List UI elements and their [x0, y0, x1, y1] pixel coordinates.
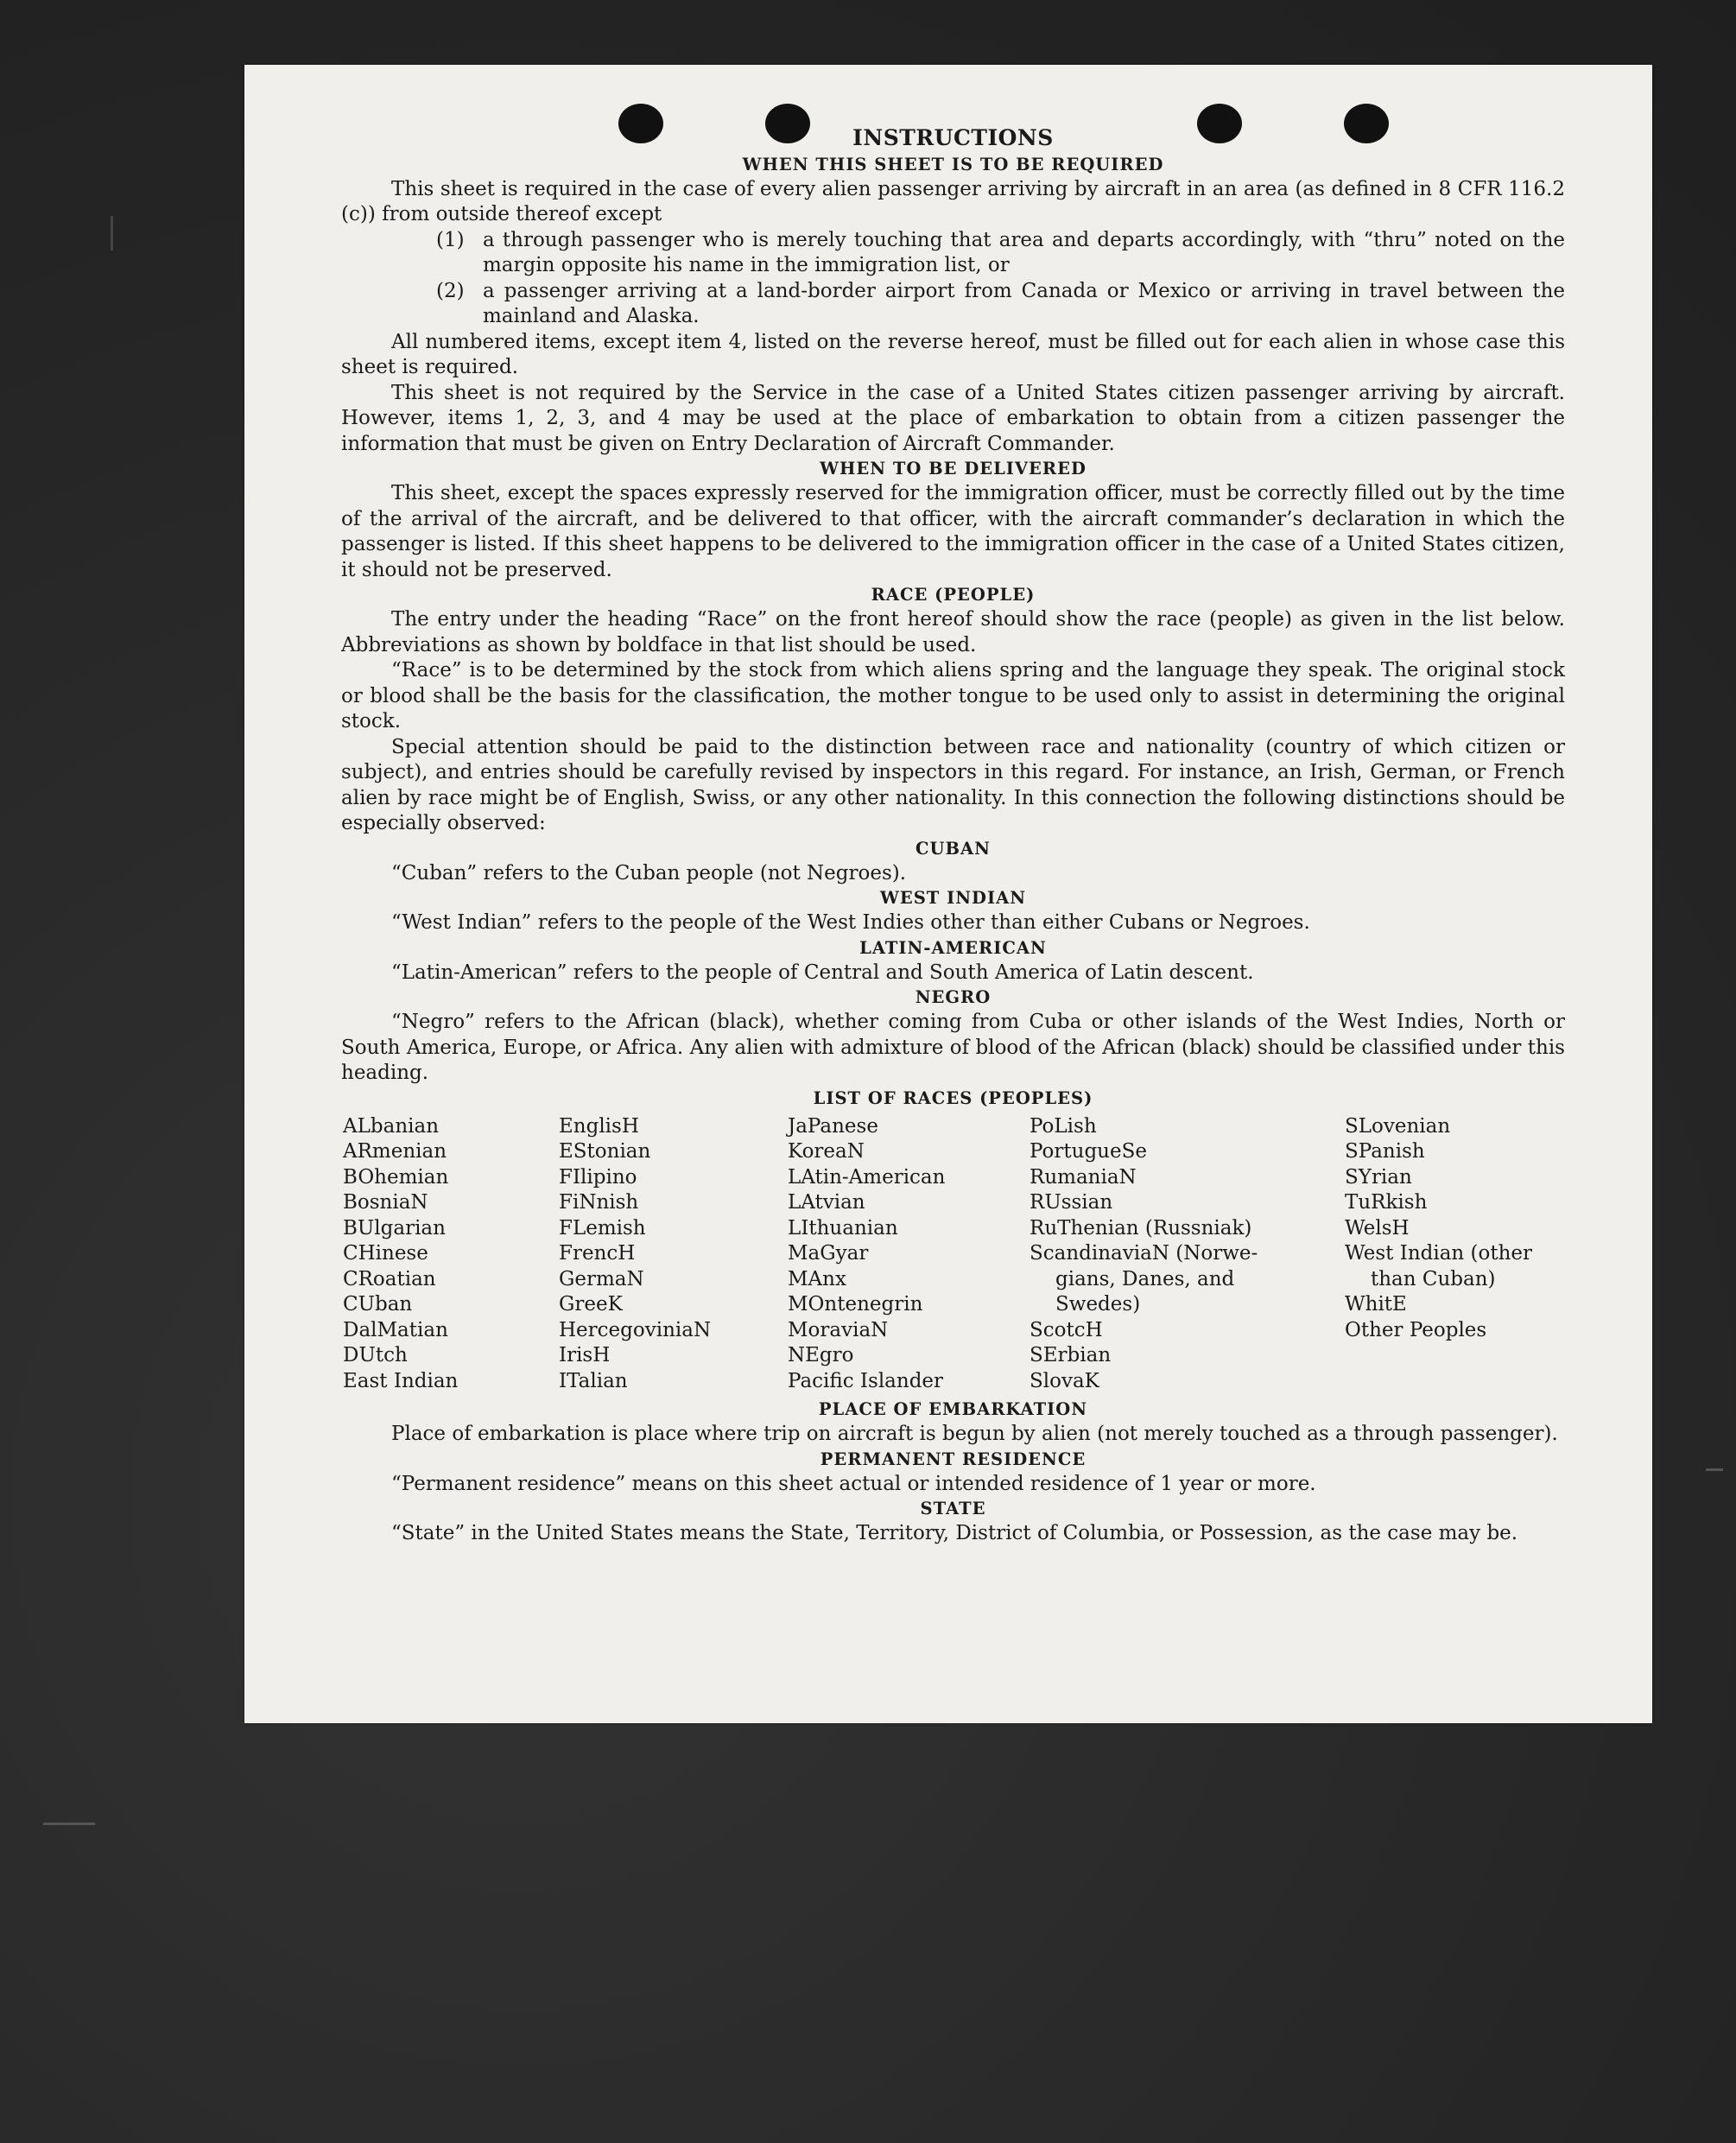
paragraph: “Cuban” refers to the Cuban people (not Negroes). — [391, 861, 907, 884]
paragraph: This sheet is required in the case of every alien passenger arriving by aircraft in an area (as defined in 8 CFR 116.2 (c)) from outside thereof except — [341, 177, 1565, 225]
race-entry: SPanish — [1345, 1140, 1425, 1163]
race-entry: gians, Danes, and — [1055, 1267, 1235, 1290]
race-entry: NEgro — [788, 1344, 854, 1366]
race-entry: than Cuban) — [1371, 1267, 1496, 1290]
section-heading: NEGRO — [915, 987, 992, 1007]
section-heading: WEST INDIAN — [879, 888, 1027, 908]
race-entry: MoraviaN — [788, 1318, 889, 1341]
race-entry: SErbian — [1030, 1344, 1112, 1366]
race-entry: RumaniaN — [1030, 1165, 1137, 1189]
race-entry: BUlgarian — [343, 1216, 446, 1240]
race-entry: WelsH — [1345, 1216, 1410, 1240]
paragraph: “Latin-American” refers to the people of Central and South America of Latin descent. — [391, 961, 1254, 984]
race-entry: KoreaN — [788, 1140, 865, 1163]
race-entry: EStonian — [559, 1140, 651, 1163]
race-entry: GreeK — [559, 1293, 623, 1316]
race-entry: West Indian (other — [1345, 1242, 1533, 1265]
page-title: INSTRUCTIONS — [852, 125, 1054, 150]
paragraph: The entry under the heading “Race” on the front hereof should show the race (people) as given in the list below. Abbreviations as shown by boldface in that list should be used. — [341, 608, 1565, 656]
race-entry: FrencH — [559, 1242, 636, 1265]
section-heading: WHEN TO BE DELIVERED — [820, 459, 1087, 479]
race-entry: MOntenegrin — [788, 1293, 923, 1316]
race-entry: MaGyar — [788, 1242, 869, 1265]
race-entry: TuRkish — [1345, 1191, 1428, 1214]
section-heading: LIST OF RACES (PEOPLES) — [813, 1087, 1093, 1108]
paragraph: Place of embarkation is place where trip on aircraft is begun by alien (not merely touched as a through passenger). — [391, 1423, 1558, 1445]
paragraph: “State” in the United States means the State, Territory, District of Columbia, or Possession, as the case may be. — [391, 1522, 1518, 1544]
races-column — [1345, 1114, 1567, 1395]
race-entry: ScotcH — [1030, 1318, 1103, 1341]
race-entry: PoLish — [1030, 1114, 1097, 1138]
race-entry: ARmenian — [343, 1140, 447, 1163]
race-entry: PortugueSe — [1030, 1140, 1147, 1163]
paragraph: “Negro” refers to the African (black), whether coming from Cuba or other islands of the West Indies, North or South America, Europe, or Africa. Any alien with admixture of blood of the African (black) should be classified under this heading. — [341, 1011, 1565, 1084]
race-entry: FLemish — [559, 1216, 646, 1240]
race-entry: DUtch — [343, 1344, 408, 1366]
race-entry: GermaN — [559, 1267, 644, 1290]
race-entry: Other Peoples — [1345, 1318, 1487, 1341]
scan-mark — [43, 1823, 95, 1825]
race-entry: CRoatian — [343, 1267, 436, 1290]
races-column — [559, 1114, 788, 1395]
race-entry: JaPanese — [788, 1114, 878, 1138]
races-column — [788, 1114, 1030, 1395]
race-entry: Swedes) — [1055, 1293, 1141, 1316]
race-entry: WhitE — [1345, 1293, 1407, 1316]
section-heading: PERMANENT RESIDENCE — [820, 1449, 1087, 1469]
race-entry: CHinese — [343, 1242, 428, 1265]
race-entry: RuThenian (Russniak) — [1030, 1216, 1252, 1240]
race-entry: FIlipino — [559, 1165, 637, 1189]
race-entry: East Indian — [343, 1369, 459, 1392]
section-heading: CUBAN — [916, 838, 991, 859]
race-entry: LIthuanian — [788, 1216, 898, 1240]
race-entry: SlovaK — [1030, 1369, 1099, 1392]
race-entry: LAtvian — [788, 1191, 865, 1214]
race-entry: RUssian — [1030, 1191, 1113, 1214]
list-number: (2) — [436, 279, 465, 302]
races-column — [1030, 1114, 1345, 1395]
scan-mark — [1706, 1468, 1723, 1471]
race-entry: FiNnish — [559, 1191, 639, 1214]
list-number: (1) — [436, 228, 465, 251]
list-item — [436, 279, 1565, 330]
paragraph: This sheet, except the spaces expressly reserved for the immigration officer, must be correctly filled out by the time of the arrival of the aircraft, and be delivered to that officer, with the aircraft commander’s declaration in which the passenger is listed. If this sheet happens to be delivered to the immigration officer in the case of a United States citizen, it should not be preserved. — [341, 482, 1565, 581]
paragraph: “Race” is to be determined by the stock from which aliens spring and the language they speak. The original stock or blood shall be the basis for the classification, the mother tongue to be used only to assist in determining the original stock. — [341, 659, 1565, 732]
race-entry: SLovenian — [1345, 1114, 1451, 1138]
races-table — [343, 1114, 1565, 1395]
race-entry: EnglisH — [559, 1114, 639, 1138]
paragraph: “Permanent residence” means on this sheet actual or intended residence of 1 year or more. — [391, 1472, 1316, 1495]
race-entry: DalMatian — [343, 1318, 448, 1341]
race-entry: BosniaN — [343, 1191, 428, 1214]
section-heading: PLACE OF EMBARKATION — [818, 1399, 1088, 1419]
instructions-body — [341, 125, 1565, 1547]
race-entry: MAnx — [788, 1267, 846, 1290]
race-entry: ITalian — [559, 1369, 628, 1392]
paragraph: All numbered items, except item 4, listed on the reverse hereof, must be filled out for each alien in whose case this sheet is required. — [341, 330, 1565, 378]
race-entry: BOhemian — [343, 1165, 449, 1189]
list-text: a passenger arriving at a land-border airport from Canada or Mexico or arriving in travel between the mainland and Alaska. — [483, 279, 1565, 327]
document-page — [244, 65, 1652, 1723]
race-entry: SYrian — [1345, 1165, 1412, 1189]
section-heading: WHEN THIS SHEET IS TO BE REQUIRED — [742, 154, 1164, 174]
race-entry: ALbanian — [343, 1114, 440, 1138]
races-column — [343, 1114, 559, 1395]
race-entry: Pacific Islander — [788, 1369, 944, 1392]
list-item — [436, 228, 1565, 279]
race-entry: LAtin-American — [788, 1165, 946, 1189]
section-heading: LATIN-AMERICAN — [859, 937, 1047, 958]
paragraph: Special attention should be paid to the distinction between race and nationality (country of which citizen or subject), and entries should be carefully revised by inspectors in this regard. For instance, an Irish, German, or French alien by race might be of English, Swiss, or any other nationality. In this connection the following distinctions should be especially observed: — [341, 735, 1565, 834]
race-entry: ScandinaviaN (Norwe- — [1030, 1242, 1258, 1265]
race-entry: CUban — [343, 1293, 413, 1316]
race-entry: IrisH — [559, 1344, 611, 1366]
paragraph: This sheet is not required by the Service in the case of a United States citizen passenger arriving by aircraft. However, items 1, 2, 3, and 4 may be used at the place of embarkation to obtain from a citizen passenger the information that must be given on Entry Declaration of Aircraft Commander. — [341, 381, 1565, 455]
list-text: a through passenger who is merely touching that area and departs accordingly, with “thru” noted on the margin opposite his name in the immigration list, or — [483, 228, 1565, 276]
paragraph: “West Indian” refers to the people of the West Indies other than either Cubans or Negroes. — [391, 911, 1310, 934]
race-entry: HercegoviniaN — [559, 1318, 712, 1341]
section-heading: RACE (PEOPLE) — [871, 585, 1036, 605]
scan-mark — [111, 216, 113, 250]
section-heading: STATE — [920, 1499, 986, 1518]
